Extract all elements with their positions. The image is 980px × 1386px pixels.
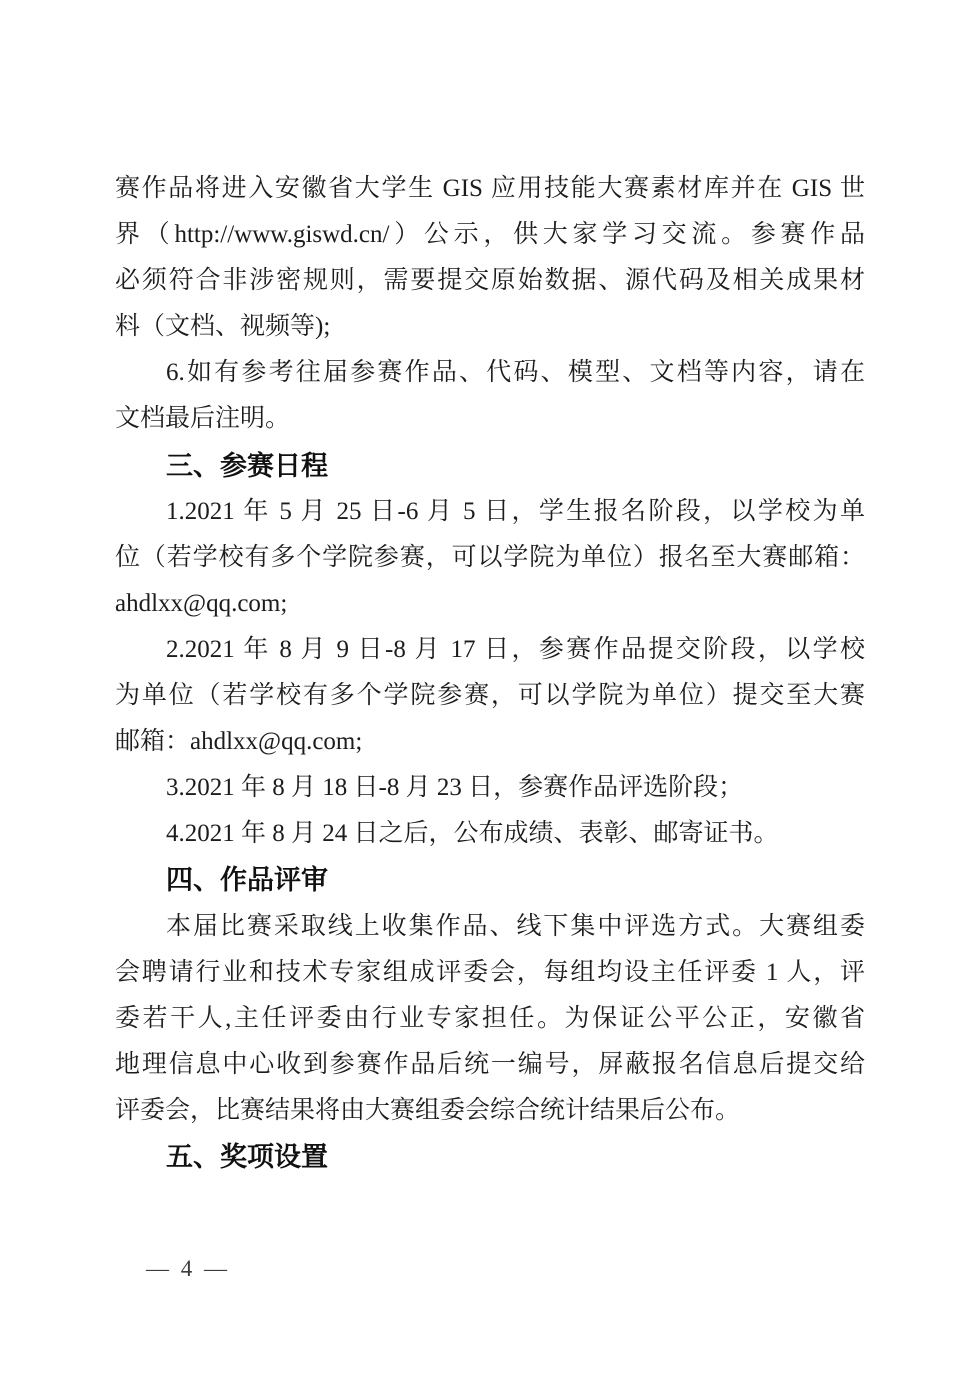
text-line: 2.2021 年 8 月 9 日-8 月 17 日，参赛作品提交阶段，以学校 — [166, 635, 865, 663]
text-line: 位（若学校有多个学院参赛，可以学院为单位）报名至大赛邮箱： — [115, 543, 865, 571]
text-line: 本届比赛采取线上收集作品、线下集中评选方式。大赛组委 — [166, 912, 865, 940]
text-line: 评委会，比赛结果将由大赛组委会综合统计结果后公布。 — [115, 1096, 741, 1124]
text-line: ahdlxx@qq.com; — [115, 589, 288, 617]
section-heading: 四、作品评审 — [166, 865, 328, 896]
text-line: 料（文档、视频等); — [115, 313, 331, 341]
text-line: 会聘请行业和技术专家组成评委会，每组均设主任评委 1 人，评 — [115, 958, 865, 986]
text-line: 必须符合非涉密规则，需要提交原始数据、源代码及相关成果材 — [115, 267, 865, 295]
text-line: 3.2021 年 8 月 18 日-8 月 23 日，参赛作品评选阶段； — [166, 774, 744, 802]
section-heading: 三、参赛日程 — [166, 450, 328, 481]
section-heading: 五、奖项设置 — [166, 1141, 328, 1172]
page-number: — 4 — — [146, 1256, 230, 1281]
text-line: 赛作品将进入安徽省大学生 GIS 应用技能大赛素材库并在 GIS 世 — [115, 175, 865, 202]
text-line: 委若干人,主任评委由行业专家担任。为保证公平公正，安徽省 — [115, 1004, 865, 1032]
text-line: 为单位（若学校有多个学院参赛，可以学院为单位）提交至大赛 — [115, 682, 865, 710]
text-line: 地理信息中心收到参赛作品后统一编号，屏蔽报名信息后提交给 — [115, 1050, 865, 1078]
text-line: 邮箱：ahdlxx@qq.com; — [115, 728, 363, 756]
text-line: 界（http://www.giswd.cn/）公示，供大家学习交流。参赛作品 — [115, 221, 865, 249]
text-line: 6.如有参考往届参赛作品、代码、模型、文档等内容，请在 — [166, 359, 865, 387]
text-line: 文档最后注明。 — [115, 405, 291, 433]
document-body — [115, 166, 865, 1180]
text-line: 1.2021 年 5 月 25 日-6 月 5 日，学生报名阶段，以学校为单 — [166, 497, 865, 525]
text-line: 4.2021 年 8 月 24 日之后，公布成绩、表彰、邮寄证书。 — [166, 820, 779, 848]
